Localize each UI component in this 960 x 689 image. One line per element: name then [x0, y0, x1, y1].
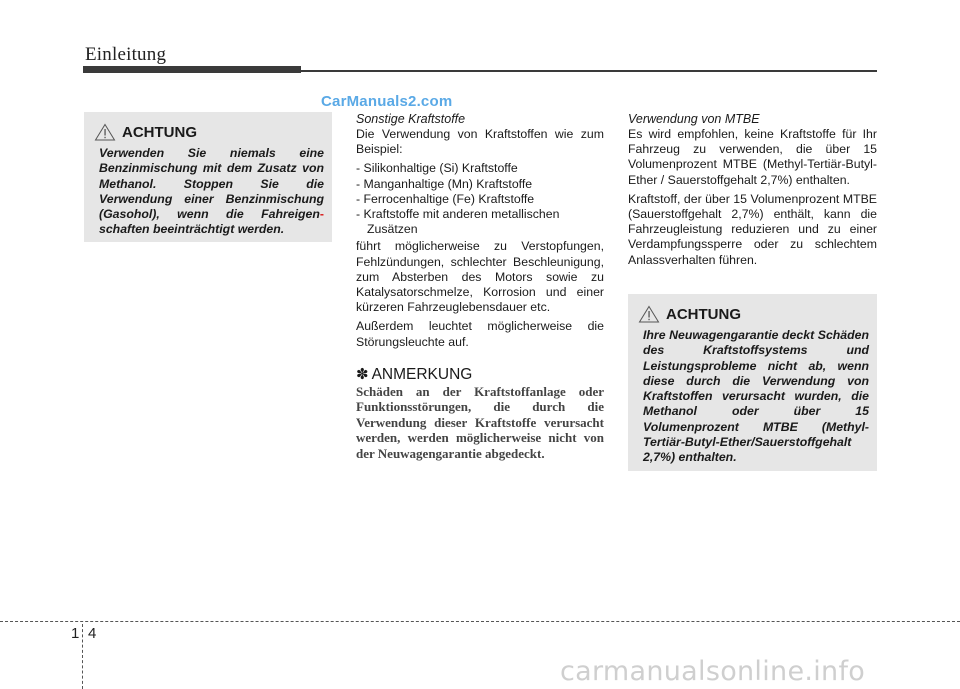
- paragraph-intro: Die Verwendung von Kraftstoffen wie zum Beispiel:: [356, 127, 604, 157]
- page-title: Einleitung: [85, 44, 167, 65]
- note-text: Schäden an der Kraftstoffanlage oder Funktionsstörungen, die durch die Verwendung dieser Kraftstoffe verursacht werden, werden möglicherweise nicht von der Neuwagengarantie abgedeckt.: [356, 384, 604, 461]
- caution-text-end: schaften beeinträchtigt werden.: [99, 222, 285, 237]
- list-item: - Kraftstoffe mit anderen metallischen Zusätzen: [356, 207, 560, 237]
- header-bar: [83, 66, 301, 73]
- caution-title: ACHTUNG: [122, 123, 197, 141]
- paragraph-mtbe-recommendation: Es wird empfohlen, keine Kraftstoffe für Ihr Fahrzeug zu verwenden, die über 15 Volumenprozent MTBE (Methyl-Tertiär-Butyl-Ether / Sauerstoffgehalt 2,7%) enthalten.: [628, 127, 877, 187]
- paragraph-consequence: führt möglicherweise zu Verstopfungen, Fehlzündungen, schlechter Beschleunigung, zum Absterben des Motors sowie zu Katalysatorschmelze, Korrosion und einer kürzeren Fahrzeuglebensdauer etc.: [356, 239, 604, 315]
- note-title: ANMERKUNG: [371, 365, 473, 383]
- caution-title: ACHTUNG: [666, 305, 741, 323]
- chapter-number: 1: [71, 625, 80, 642]
- section-heading-other-fuels: Sonstige Kraftstoffe: [356, 112, 466, 126]
- paragraph-mtbe-effects: Kraftstoff, der über 15 Volumenprozent MTBE (Sauerstoffgehalt 2,7%) enthält, kann die Fahrzeugleistung reduzieren und zu einer Verdampfungssperre oder zu schlechtem Anlassverhalten führen.: [628, 191, 877, 267]
- watermark-top: CarManuals2.com: [321, 93, 453, 110]
- page-number: 4: [88, 625, 97, 642]
- warning-triangle-icon: [638, 305, 660, 323]
- caution-header: [638, 304, 869, 324]
- paragraph-warning-light: Außerdem leuchtet möglicherweise die Störungsleuchte auf.: [356, 319, 604, 349]
- list-item: - Silikonhaltige (Si) Kraftstoffe: [356, 161, 518, 176]
- column-right: [628, 112, 877, 272]
- caution-text: [94, 146, 324, 238]
- caution-header: [94, 122, 324, 142]
- section-heading-mtbe: Verwendung von MTBE: [628, 112, 760, 126]
- warning-triangle-icon: [94, 123, 116, 141]
- fuel-list: [356, 161, 604, 237]
- list-item: - Manganhaltige (Mn) Kraftstoffe: [356, 176, 533, 191]
- page-number-divider: [82, 624, 83, 689]
- caution-text: Ihre Neuwagengarantie deckt Schäden des Kraftstoffsystems und Leistungsprobleme nicht ab, wenn diese durch die Verwendung von Kraftstoffen verursacht wurden, die Methanol oder über 15 Volumenprozent MTBE (Methyl-Tertiär-Butyl-Ether/Sauerstoffgehalt 2,7%) enthalten.: [643, 328, 869, 465]
- watermark-bottom: carmanualsonline.info: [560, 656, 866, 687]
- hyphen-mark: -: [319, 207, 324, 222]
- caution-box-methanol: [84, 112, 332, 242]
- header-rule: [301, 70, 877, 72]
- list-item: - Ferrocenhaltige (Fe) Kraftstoffe: [356, 191, 535, 206]
- caution-text-main: Verwenden Sie niemals eine Benzinmischung mit dem Zusatz von Methanol. Stoppen Sie die Verwendung einer Benzinmischung (Gasohol), wenn die Fahreigen: [99, 146, 324, 222]
- caution-box-warranty: [628, 294, 877, 471]
- footer-rule: [0, 621, 960, 622]
- note-star-icon: ✽: [356, 365, 369, 383]
- note-heading: [356, 367, 604, 382]
- column-middle: [356, 112, 604, 461]
